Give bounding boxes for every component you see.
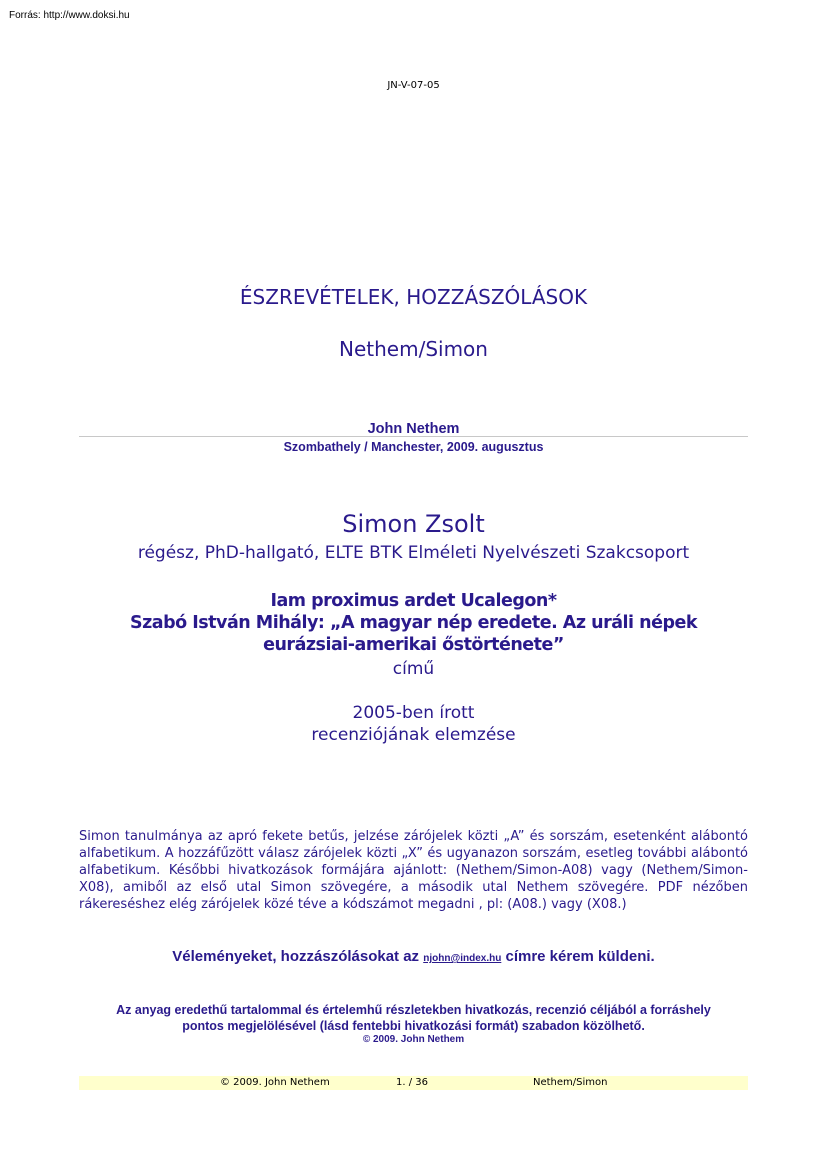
opinion-text-before: Véleményeket, hozzászólásokat az	[172, 948, 424, 965]
divider-line	[79, 436, 748, 437]
page-footer	[79, 1076, 748, 1090]
email-link[interactable]: njohn@index.hu	[423, 953, 502, 964]
subject-name: Simon Zsolt	[342, 510, 485, 538]
work-title	[0, 590, 827, 656]
work-title-line: Szabó István Mihály: „A magyar nép eredete. Az uráli népek	[130, 613, 697, 633]
document-subtitle: Nethem/Simon	[339, 337, 488, 361]
legal-line-1: Az anyag eredethű tartalommal és értelemhű részletekben hivatkozás, recenzió céljából a forráshely	[116, 1003, 711, 1017]
document-id: JN-V-07-05	[387, 80, 440, 91]
source-line: Forrás: http://www.doksi.hu	[9, 10, 130, 21]
footer-copyright: © 2009. John Nethem	[220, 1077, 330, 1088]
footer-short-title: Nethem/Simon	[533, 1077, 608, 1088]
work-title-line: eurázsiai-amerikai őstörténete”	[263, 635, 564, 655]
place-date: Szombathely / Manchester, 2009. augusztus	[283, 440, 544, 454]
cimu-label: című	[392, 659, 435, 679]
written-line-2: recenziójának elemzése	[311, 725, 516, 745]
opinion-text-after: címre kérem küldeni.	[501, 948, 655, 965]
footer-page-number: 1. / 36	[396, 1077, 428, 1088]
legal-notice	[0, 1002, 827, 1034]
written-line-1: 2005-ben írott	[352, 703, 475, 723]
opinion-request	[0, 948, 827, 965]
copyright-notice: © 2009. John Nethem	[362, 1034, 465, 1045]
legal-line-2: pontos megjelölésével (lásd fentebbi hivatkozási formát) szabadon közölhető.	[182, 1019, 645, 1033]
document-title: ÉSZREVÉTELEK, HOZZÁSZÓLÁSOK	[239, 285, 588, 309]
work-title-line: Iam proximus ardet Ucalegon*	[270, 591, 557, 611]
subject-role: régész, PhD-hallgató, ELTE BTK Elméleti Nyelvészeti Szakcsoport	[137, 543, 690, 563]
body-paragraph: Simon tanulmánya az apró fekete betűs, jelzése zárójelek közti „A” és sorszám, esetenként alábontó alfabetikum. A hozzáfűzött válasz zárójelek közti „X” és ugyanazon sorszám, esetleg további alábontó alfabetikum. Későbbi hivatkozások formájára ajánlott: (Nethem/Simon-A08) vagy (Nethem/Simon-X08), amiből az első utal Simon szövegére, a második utal Nethem szövegére. PDF nézőben rákereséshez elég zárójelek közé téve a kódszámot megadni , pl: (A08.) vagy (X08.)	[79, 829, 748, 912]
author-name: John Nethem	[367, 421, 460, 437]
